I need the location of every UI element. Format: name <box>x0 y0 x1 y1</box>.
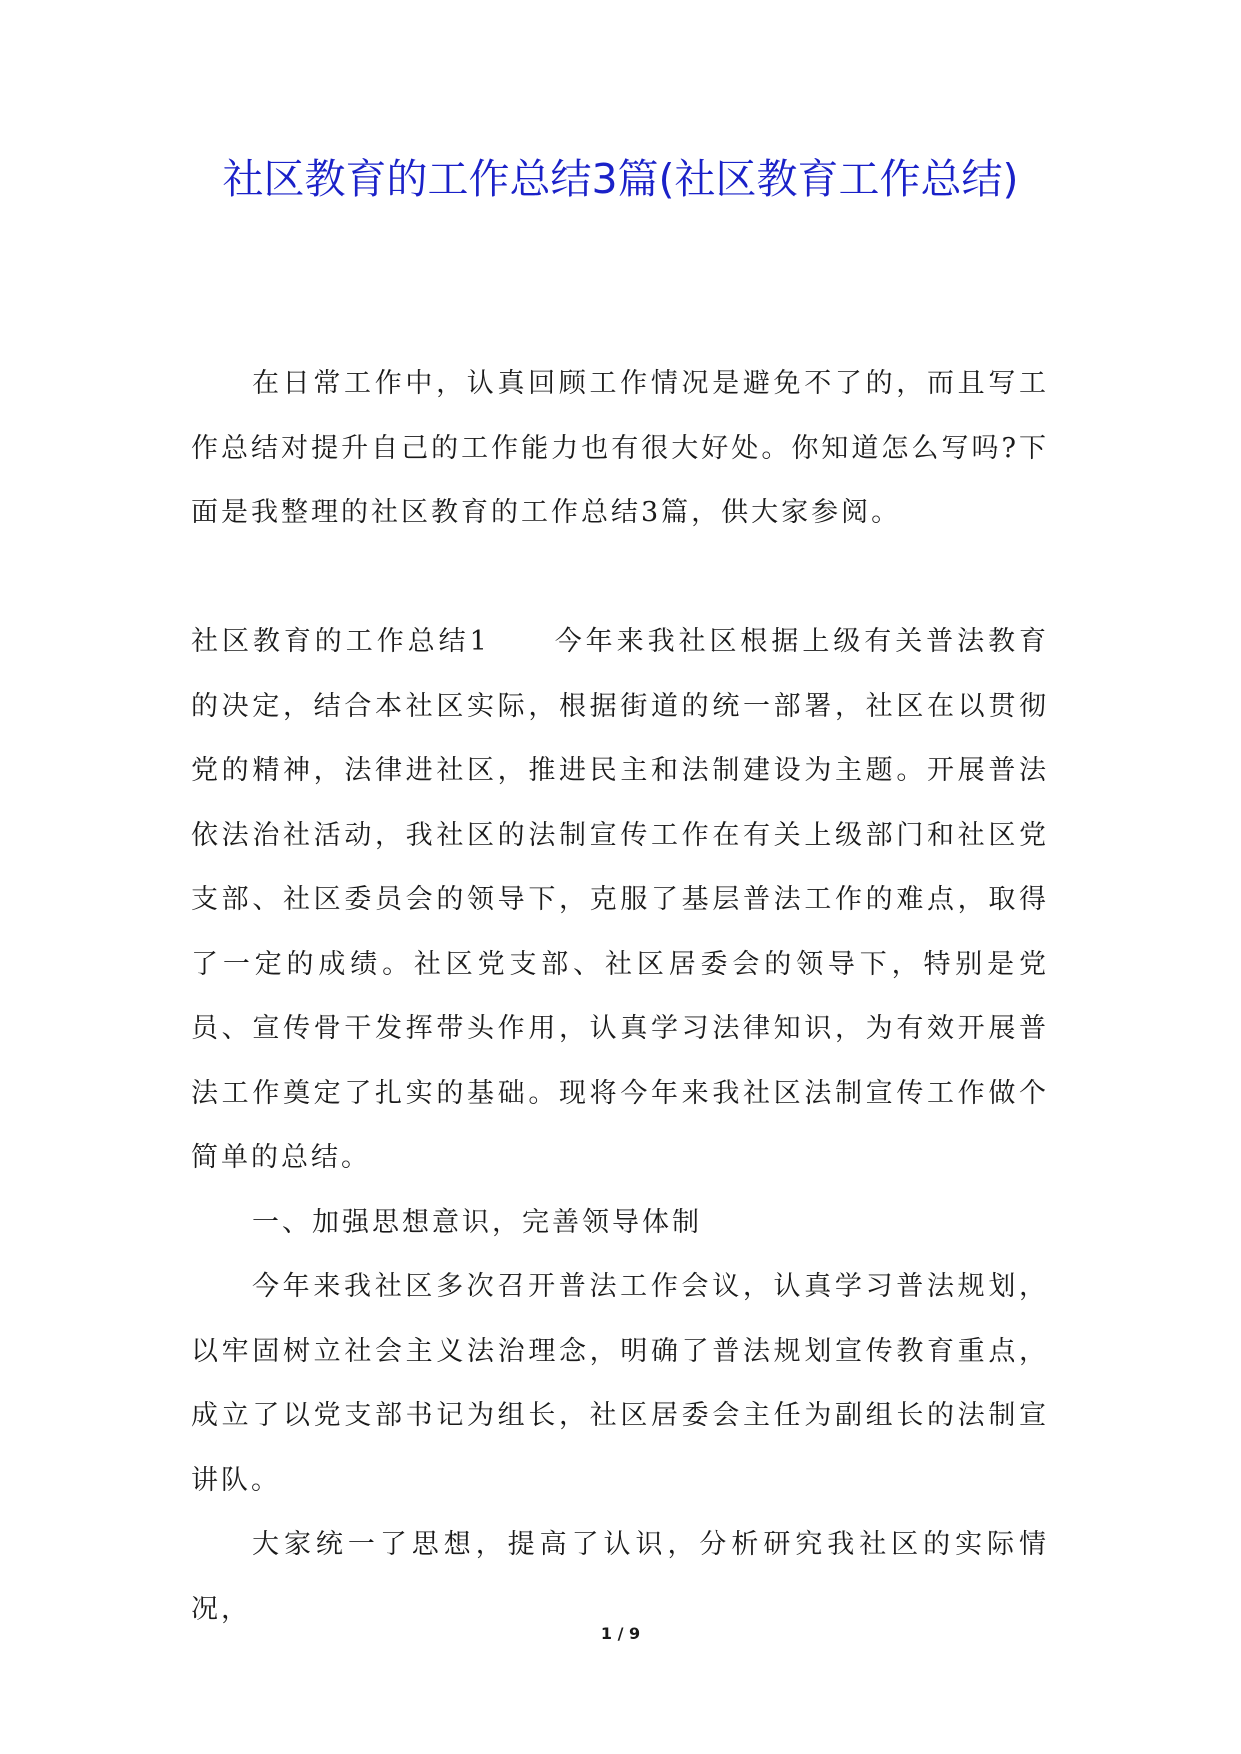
section-one-label: 社区教育的工作总结1 <box>191 626 490 657</box>
paragraph-three: 大家统一了思想，提高了认识，分析研究我社区的实际情况， <box>191 1529 1049 1625</box>
intro-paragraph: 在日常工作中，认真回顾工作情况是避免不了的，而且写工作总结对提升自己的工作能力也有很大好处。你知道怎么写吗?下面是我整理的社区教育的工作总结3篇，供大家参阅。 <box>191 368 1049 528</box>
paragraph-two: 今年来我社区多次召开普法工作会议，认真学习普法规划，以牢固树立社会主义法治理念，明确了普法规划宣传教育重点，成立了以党支部书记为组长，社区居委会主任为副组长的法制宣讲队。 <box>191 1271 1049 1496</box>
section-one-body: 今年来我社区根据上级有关普法教育的决定，结合本社区实际，根据街道的统一部署，社区在以贯彻党的精神，法律进社区，推进民主和法制建设为主题。开展普法依法治社活动，我社区的法制宣传工作在有关上级部门和社区党支部、社区委员会的领导下，克服了基层普法工作的难点，取得了一定的成绩。社区党支部、社区居委会的领导下，特别是党员、宣传骨干发挥带头作用，认真学习法律知识，为有效开展普法工作奠定了扎实的基础。现将今年来我社区法制宣传工作做个简单的总结。 <box>191 626 1050 1173</box>
subheading-one: 一、加强思想意识，完善领导体制 <box>252 1207 702 1238</box>
page-number: 1 / 9 <box>600 1624 641 1643</box>
document-title: 社区教育的工作总结3篇(社区教育工作总结) <box>222 155 1019 203</box>
section-one-paragraph <box>191 610 1049 1191</box>
